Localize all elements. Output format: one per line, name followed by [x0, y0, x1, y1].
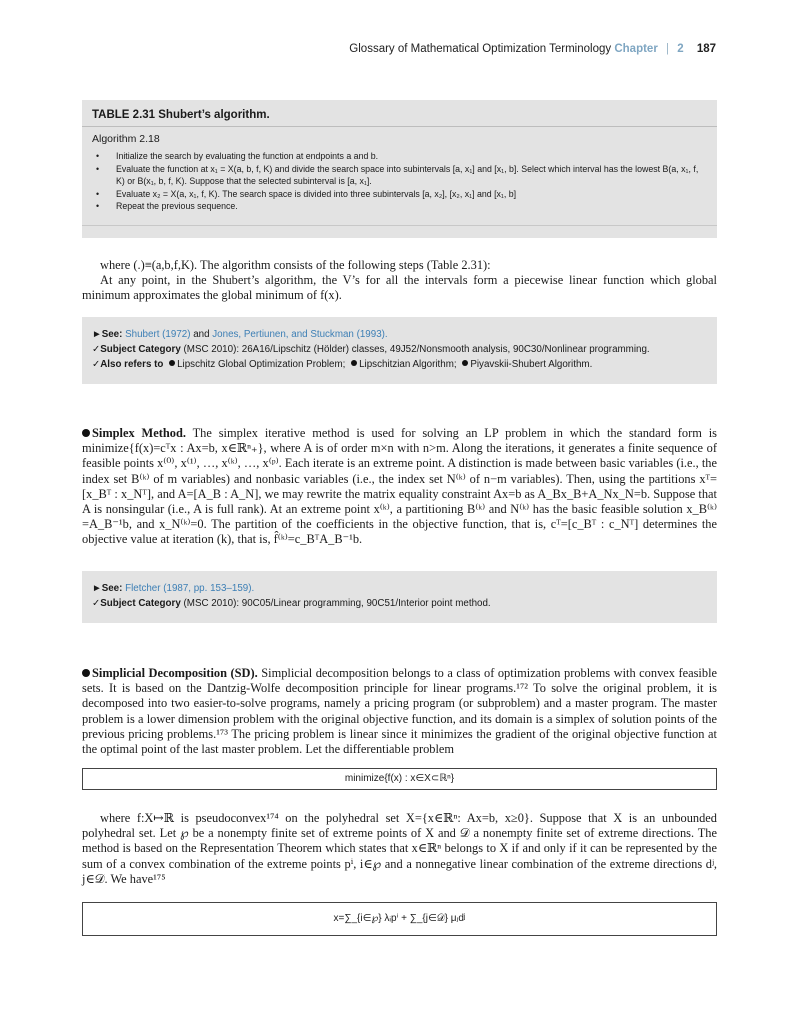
subject-text: (MSC 2010): 26A16/Lipschitz (Hölder) classes, 49J52/Nonsmooth analysis, 90C30/Nonlinear programming. [183, 344, 650, 355]
bullet-icon [169, 360, 175, 366]
equation: minimize{f(x) : x∈X⊂ℝⁿ} [344, 773, 455, 784]
also-line [92, 357, 707, 372]
shubert-paragraph: At any point, in the Shubert’s algorithm, the V’s for all the intervals form a piecewise linear function which global minimum approximates the global minimum of f(x). [82, 273, 717, 303]
simplicial-paragraph [82, 666, 717, 757]
reference-link[interactable]: Shubert (1972) [125, 329, 191, 340]
algorithm-table [82, 100, 717, 238]
table-bottom-divider [82, 225, 717, 226]
header-separator: | [666, 43, 669, 55]
table-title: TABLE 2.31 Shubert’s algorithm. [92, 109, 270, 121]
chapter-number: 2 [677, 43, 684, 55]
simplex-entry [82, 426, 717, 548]
see-box-shubert [82, 317, 717, 384]
entry-text: Simplicial decomposition belongs to a class of optimization problems with convex feasible sets. It is based on the Dantzig-Wolfe decomposition principle for linear programs.¹⁷² To solve the original problem, it is decomposed into two easier-to-solve programs, namely a pricing program (or subproblem) and a master program. The master problem is a lower dimension problem with the original objective function, and its domain is a simplex of solution points of the previous pricing problems.¹⁷³ The pricing problem is linear since it minimizes the gradient of the original objective function at the optimal point of the last master problem. Let the differentiable problem [82, 666, 718, 757]
bullet-icon [351, 360, 357, 366]
table-divider [82, 126, 717, 127]
subject-text: (MSC 2010): 90C05/Linear programming, 90C51/Interior point method. [183, 598, 491, 609]
also-label: ✓Also refers to [92, 359, 164, 370]
subject-label: ✓Subject Category [92, 598, 181, 609]
see-line: ►See: Shubert (1972) and Jones, Pertiunen, and Stuckman (1993). [92, 329, 388, 340]
simplicial-continued [82, 811, 717, 887]
see-label: ►See: [92, 329, 123, 340]
algorithm-step: • Repeat the previous sequence. [96, 201, 238, 212]
chapter-label: Chapter [614, 43, 658, 55]
subject-label: ✓Subject Category [92, 344, 181, 355]
entry-text: The simplex iterative method is used for solving an LP problem in which the standard form is minimize{f(x)=cᵀx : Ax=b, x∈ℝⁿ₊}, where A is of order m×n with n>m. Along the iterations, it generates a finite sequence of feasible points x⁽⁰⁾, x⁽¹⁾, …, x⁽ᵏ⁾, …, x⁽ᵖ⁾. Each iterate is an extreme point. A distinction is made between basic variables (i.e., the index set B⁽ᵏ⁾ of m variables) and nonbasic variables (i.e., the index set N⁽ᵏ⁾ of n−m variables). Then, using the partitions xᵀ=[x_Bᵀ : x_Nᵀ], and A=[A_B : A_N], we may rewrite the matrix equality constraint Ax=b as A_Bx_B+A_Nx_N=b. Suppose that A is nonsingular (i.e., A is full rank). At an extreme point x⁽ᵏ⁾, a partitioning B⁽ᵏ⁾ and N⁽ᵏ⁾ has the basic feasible solution x_B⁽ᵏ⁾=A_B⁻¹b, and x_N⁽ᵏ⁾=0. The partition of the coefficients in the objective function, that is, cᵀ=[c_Bᵀ : c_Nᵀ] determines the objective value at iteration (k), that is, f̂⁽ᵏ⁾=c_BᵀA_B⁻¹b. [82, 426, 717, 547]
simplicial-paragraph-2: where f:X↦ℝ is pseudoconvex¹⁷⁴ on the polyhedral set X={x∈ℝⁿ: Ax=b, x≥0}. Suppose that X is an unbounded polyhedral set. Let ℘ be a nonempty finite set of extreme points of X and 𝒟 a nonempty finite set of extreme directions. The method is based on the Representation Theorem which states that x∈ℝⁿ belongs to X if and only if it can be represented by the sum of a convex combination of the extreme points pⁱ, i∈℘ and a nonnegative linear combination of the extreme directions dʲ, j∈𝒟. We have¹⁷⁵ [82, 811, 717, 886]
algorithm-label: Algorithm 2.18 [92, 133, 160, 145]
bullet-icon [462, 360, 468, 366]
running-header [349, 43, 716, 55]
equation: x=∑_{i∈℘} λᵢpⁱ + ∑_{j∈𝒟} μⱼdʲ [333, 913, 466, 924]
equation-box [82, 768, 717, 790]
subject-line [92, 596, 707, 611]
reference-link[interactable]: Fletcher (1987, pp. 153–159). [125, 583, 255, 594]
bullet-icon [82, 429, 90, 437]
shubert-text [82, 258, 717, 304]
running-title: Glossary of Mathematical Optimization Terminology [349, 43, 612, 55]
also-item: Lipschitzian Algorithm; [359, 359, 457, 370]
see-line [92, 581, 707, 596]
entry-term: Simplex Method. [92, 426, 186, 440]
entry-term: Simplicial Decomposition (SD). [92, 666, 258, 680]
see-box-simplex [82, 571, 717, 623]
simplicial-entry [82, 666, 717, 757]
algorithm-step: • Initialize the search by evaluating the function at endpoints a and b. [96, 151, 379, 161]
simplex-paragraph [82, 426, 717, 548]
algorithm-steps [94, 150, 704, 213]
equation-box [82, 902, 717, 936]
algorithm-step: • Evaluate the function at x₁ = X(a, b, f, K) and divide the search space into subintervals [a, x₁] and [x₁, b]. Select which interval has the lowest B(a, x₁, f, K) or B(x₁, b, f, K). Suppose that the selected subinterval is [a, x₁]. [96, 163, 699, 187]
bullet-icon [82, 669, 90, 677]
where-line: where (.)≡(a,b,f,K). The algorithm consists of the following steps (Table 2.31): [100, 258, 491, 272]
also-item: Piyavskii-Shubert Algorithm. [470, 359, 593, 370]
reference-link[interactable]: Jones, Pertiunen, and Stuckman (1993). [212, 329, 388, 340]
algorithm-step: • Evaluate x₂ = X(a, x₁, f, K). The search space is divided into three subintervals [a, x₂], [x₂, x₁] and [x₁, b] [96, 188, 517, 199]
page-number: 187 [696, 43, 716, 55]
subject-line [92, 342, 707, 357]
see-label: ►See: [92, 583, 123, 594]
also-item: Lipschitz Global Optimization Problem; [177, 359, 346, 370]
